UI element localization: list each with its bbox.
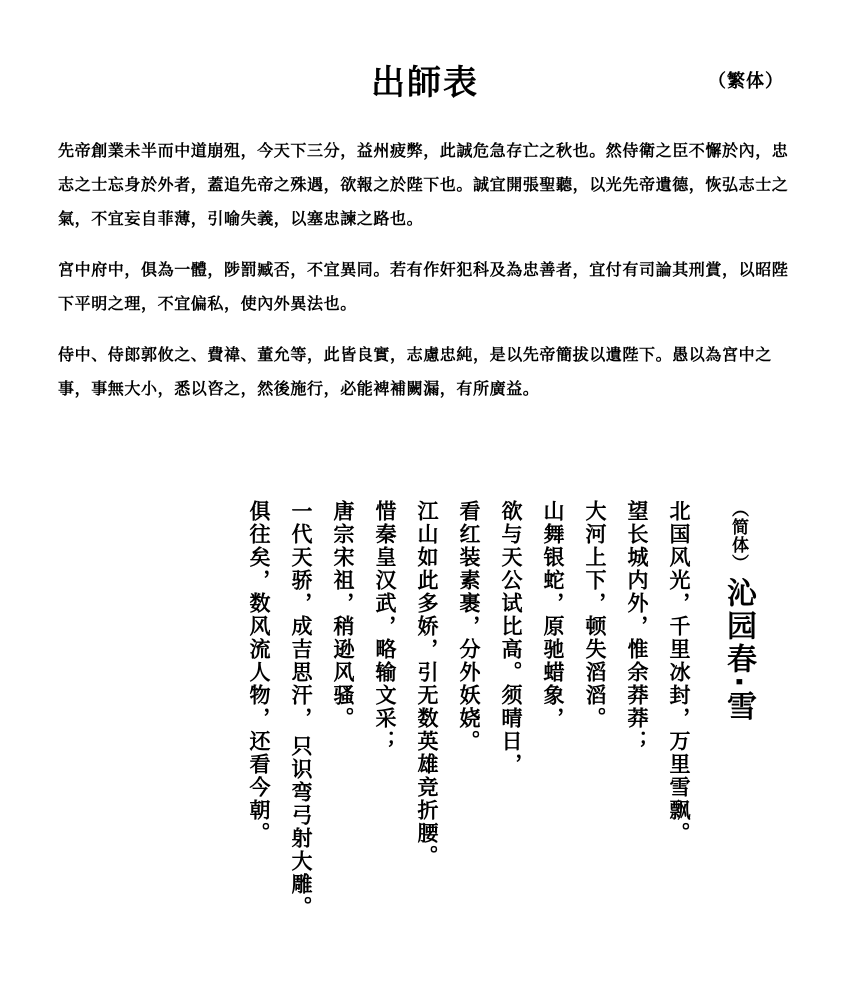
prose-title: 出師表 [371,63,479,103]
poem-line-11: 只识弯弓射大雕。 [289,735,313,920]
poem-section [120,500,760,940]
poem-line-2: 望长城内外，惟余莽莽； [625,500,649,753]
prose-title-note: （繁体） [708,71,784,92]
prose-paragraph-2: 宮中府中，俱為一體，陟罰臧否，不宜異同。若有作奸犯科及為忠善者，宜付有司論其刑賞，以昭陛下平明之理，不宜偏私，使內外異法也。 [58,260,789,313]
poem-title: 沁园春·雪 [721,577,756,724]
prose-body [58,134,798,423]
poem-line-12: 俱往矣，数风流人物，还看今朝。 [247,500,271,845]
prose-paragraph-1: 先帝創業未半而中道崩殂，今天下三分，益州疲弊，此誠危急存亡之秋也。然侍衛之臣不懈於內，忠志之士忘身於外者，蓋追先帝之殊遇，欲報之於陛下也。誠宜開張聖聽，以光先帝遺德，恢弘志士之氣，不宜妄自菲薄，引喻失義，以塞忠諫之路也。 [58,141,789,228]
prose-section [0,0,850,420]
poem-line-7: 江山如此多娇，引无数英雄竞折腰。 [415,500,439,868]
poem-line-10: 一代天骄，成吉思汗， [289,500,313,730]
poem-title-note: （简体） [728,500,748,572]
prose-paragraph-3: 侍中、侍郎郭攸之、費禕、董允等，此皆良實，志慮忠純，是以先帝簡拔以遺陛下。愚以為宮中之事，事無大小，悉以咨之，然後施行，必能裨補闕漏，有所廣益。 [58,345,772,398]
poem-line-8: 惜秦皇汉武，略输文采； [373,500,397,753]
poem-line-4: 山舞银蛇，原驰蜡象， [541,500,565,730]
poem-line-5: 欲与天公试比高。须晴日， [499,500,523,776]
poem-line-6: 看红装素裹，分外妖娆。 [457,500,481,753]
poem-line-9: 唐宗宋祖，稍逊风骚。 [331,500,355,730]
poem-line-3: 大河上下，顿失滔滔。 [583,500,607,730]
poem-line-1: 北国风光，千里冰封，万里雪飘。 [667,500,691,845]
